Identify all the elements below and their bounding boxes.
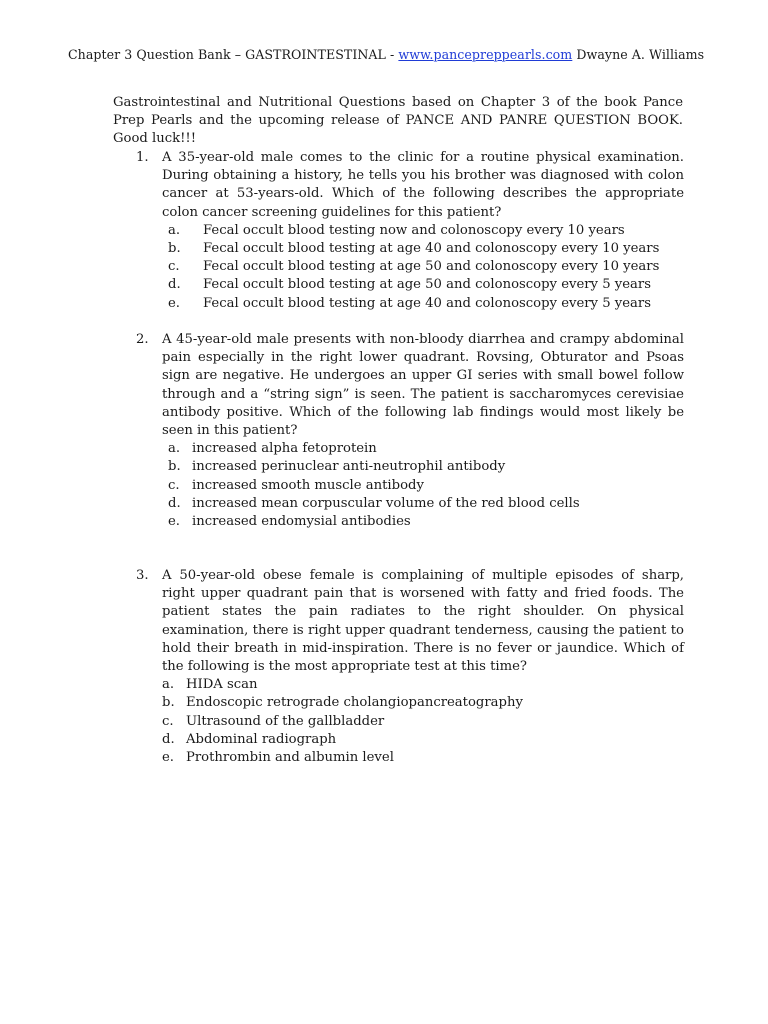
answer-option <box>162 749 684 767</box>
question-stem: A 35-year-old male comes to the clinic for a routine physical examination. During obtaining a history, he tells you his brother was diagnosed with colon cancer at 53-years-old. Which of the following describes the appropriate colon cancer screening guidelines for this patient? <box>162 150 684 220</box>
answer-option <box>168 513 684 531</box>
option-letter: e. <box>168 513 180 529</box>
option-text: Prothrombin and albumin level <box>186 749 394 765</box>
option-letter: a. <box>168 222 181 238</box>
option-text: Fecal occult blood testing at age 40 and colonoscopy every 10 years <box>203 241 660 256</box>
answer-option <box>162 731 684 749</box>
answer-options <box>168 440 684 531</box>
option-letter: c. <box>162 713 174 729</box>
option-text: Endoscopic retrograde cholangiopancreatography <box>186 695 523 711</box>
option-letter: a. <box>168 441 181 457</box>
option-text: increased smooth muscle antibody <box>192 477 424 493</box>
option-letter: b. <box>168 459 181 475</box>
option-text: Fecal occult blood testing at age 50 and colonoscopy every 5 years <box>203 277 651 293</box>
page-header <box>68 47 704 62</box>
option-letter: b. <box>168 241 181 256</box>
answer-option <box>168 495 684 513</box>
option-letter: d. <box>168 495 181 511</box>
option-text: Fecal occult blood testing now and colonoscopy every 10 years <box>203 222 625 238</box>
option-text: increased mean corpuscular volume of the red blood cells <box>192 495 580 511</box>
question-number: 3. <box>136 568 149 583</box>
answer-option <box>168 258 684 276</box>
option-letter: a. <box>162 677 175 693</box>
answer-option <box>168 458 684 476</box>
option-text: Fecal occult blood testing at age 50 and colonoscopy every 10 years <box>203 259 660 275</box>
header-title: Chapter 3 Question Bank – GASTROINTESTINAL - <box>68 47 395 62</box>
question-2 <box>136 331 684 531</box>
answer-option <box>168 477 684 495</box>
website-link[interactable]: www.pancepreppearls.com <box>398 47 573 62</box>
option-letter: d. <box>168 277 181 293</box>
option-letter: e. <box>168 295 180 311</box>
option-text: increased alpha fetoprotein <box>192 441 377 457</box>
option-text: increased perinuclear anti-neutrophil antibody <box>192 459 506 475</box>
question-number: 1. <box>136 150 149 165</box>
option-text: Fecal occult blood testing at age 40 and colonoscopy every 5 years <box>203 295 651 311</box>
answer-option <box>168 295 684 313</box>
answer-options <box>168 222 684 313</box>
header-author: Dwayne A. Williams <box>576 47 705 62</box>
option-letter: c. <box>168 259 180 275</box>
option-letter: e. <box>162 749 174 765</box>
option-letter: b. <box>162 695 175 711</box>
option-text: increased endomysial antibodies <box>192 513 411 529</box>
option-text: HIDA scan <box>186 677 258 693</box>
option-text: Ultrasound of the gallbladder <box>186 713 385 729</box>
question-1 <box>136 149 684 313</box>
question-stem: A 50-year-old obese female is complaining of multiple episodes of sharp, right upper quadrant pain that is worsened with fatty and fried foods. The patient states the pain radiates to the right shoulder. On physical examination, there is right upper quadrant tenderness, causing the patient to hold their breath in mid-inspiration. There is no fever or jaundice. Which of the following is the most appropriate test at this time? <box>162 568 684 675</box>
answer-option <box>168 240 684 258</box>
option-text: Abdominal radiograph <box>186 731 337 747</box>
answer-option <box>162 694 684 712</box>
answer-option <box>162 713 684 731</box>
intro-paragraph: Gastrointestinal and Nutritional Questions based on Chapter 3 of the book Pance Prep Pearls and the upcoming release of PANCE AND PANRE QUESTION BOOK. Good luck!!! <box>113 95 683 147</box>
question-3 <box>136 567 684 767</box>
answer-option <box>162 676 684 694</box>
question-number: 2. <box>136 332 149 347</box>
answer-option <box>168 222 684 240</box>
answer-option <box>168 440 684 458</box>
answer-option <box>168 276 684 294</box>
option-letter: c. <box>168 477 180 493</box>
answer-options <box>162 676 684 767</box>
option-letter: d. <box>162 731 175 747</box>
question-stem: A 45-year-old male presents with non-bloody diarrhea and crampy abdominal pain especially in the right lower quadrant. Rovsing, Obturator and Psoas sign are negative. He undergoes an upper GI series with small bowel follow through and a “string sign” is seen. The patient is saccharomyces cerevisiae antibody positive. Which of the following lab findings would most likely be seen in this patient? <box>162 332 684 439</box>
